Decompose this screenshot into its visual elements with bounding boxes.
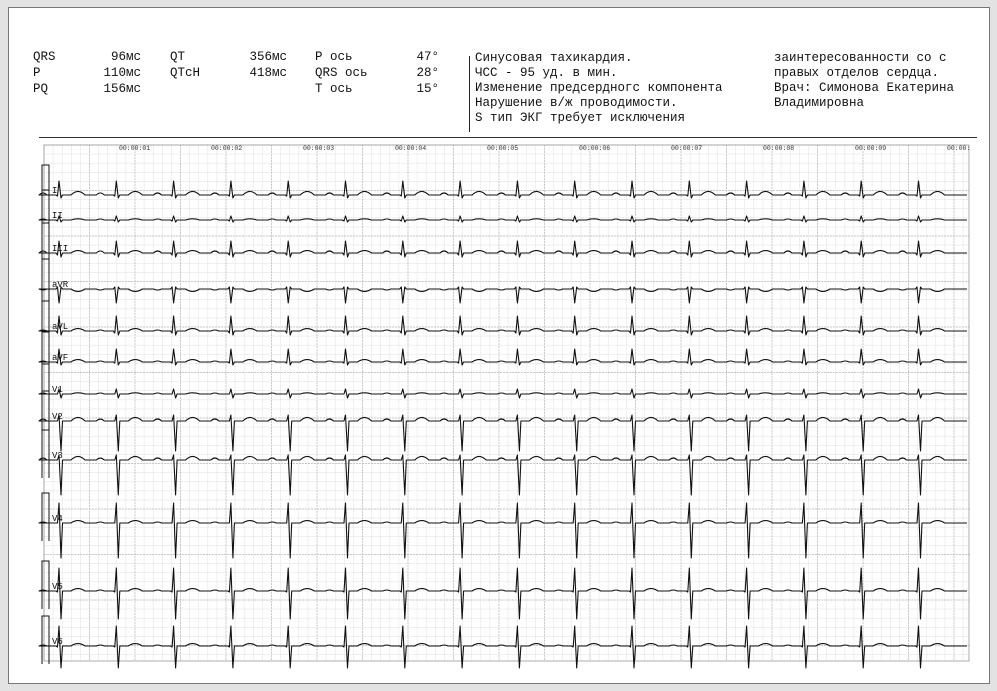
conclusion-line-4: Нарушение в/ж проводимости. — [475, 96, 678, 110]
conclusion-cont-line-1: заинтересованности со с — [774, 51, 947, 65]
qrs-value: 96мс — [110, 50, 141, 64]
qt-value: 356мс — [249, 50, 287, 64]
time-label: 00:00:07 — [671, 145, 703, 152]
pq-value: 156мс — [103, 82, 141, 96]
time-label: 00:00:01 — [119, 145, 151, 152]
time-label: 00:00:03 — [303, 145, 335, 152]
ecg-report-sheet — [8, 7, 990, 684]
lead-trace-i — [39, 181, 967, 198]
lead-trace-avf — [39, 349, 967, 365]
lead-label: III — [52, 244, 69, 254]
qtc-value: 418мс — [249, 66, 287, 80]
lead-trace-ii — [39, 216, 967, 222]
conclusion-line-5: S тип ЭКГ требует исключения — [475, 111, 686, 125]
lead-trace-avr — [39, 287, 967, 303]
conclusion-line-2: ЧСС - 95 уд. в мин. — [475, 66, 618, 80]
ecg-traces — [39, 165, 967, 668]
lead-label: aVF — [52, 353, 69, 363]
lead-trace-v2 — [39, 415, 967, 451]
p-axis-value: 47° — [416, 50, 439, 64]
doctor-line-2: Владимировна — [774, 96, 865, 110]
lead-label: V6 — [52, 637, 63, 647]
lead-trace-v3 — [39, 455, 967, 495]
t-axis-value: 15° — [416, 82, 439, 96]
lead-label: V3 — [52, 451, 63, 461]
lead-trace-v4 — [39, 503, 967, 558]
conclusion-cont-line-2: правых отделов сердца. — [774, 66, 940, 80]
qrs-axis-label: QRS ось — [315, 66, 368, 80]
lead-trace-v1 — [39, 389, 967, 398]
ecg-grid — [44, 145, 969, 661]
pq-label: PQ — [33, 82, 49, 96]
time-label: 00:00:06 — [579, 145, 611, 152]
lead-label: V2 — [52, 412, 63, 422]
conclusion-line-1: Синусовая тахикардия. — [475, 51, 633, 65]
lead-trace-avl — [39, 316, 967, 335]
lead-trace-v6 — [39, 626, 967, 668]
lead-label: V5 — [52, 582, 63, 592]
lead-label: aVL — [52, 322, 69, 332]
time-label: 00:00:02 — [211, 145, 243, 152]
qrs-label: QRS — [33, 50, 56, 64]
p-axis-label: P ось — [315, 50, 353, 64]
lead-label: I — [52, 186, 58, 196]
time-label: 00:00:09 — [855, 145, 887, 152]
conclusion-line-3: Изменение предсердногс компонента — [475, 81, 723, 95]
t-axis-label: T ось — [315, 82, 353, 96]
time-label: 00:00:05 — [487, 145, 519, 152]
ecg-tracing — [9, 8, 989, 683]
qtc-label: QTcH — [170, 66, 201, 80]
lead-label: aVR — [52, 280, 69, 290]
time-label: 00:00:04 — [395, 145, 427, 152]
time-label: 00:00: — [947, 145, 971, 152]
lead-label: V1 — [52, 385, 63, 395]
p-label: P — [33, 66, 41, 80]
p-value: 110мс — [103, 66, 141, 80]
lead-trace-iii — [39, 241, 967, 257]
qt-label: QT — [170, 50, 186, 64]
doctor-line-1: Врач: Симонова Екатерина — [774, 81, 955, 95]
qrs-axis-value: 28° — [416, 66, 439, 80]
time-label: 00:00:08 — [763, 145, 795, 152]
lead-label: II — [52, 211, 63, 221]
lead-label: V4 — [52, 514, 63, 524]
lead-trace-v5 — [39, 568, 967, 619]
